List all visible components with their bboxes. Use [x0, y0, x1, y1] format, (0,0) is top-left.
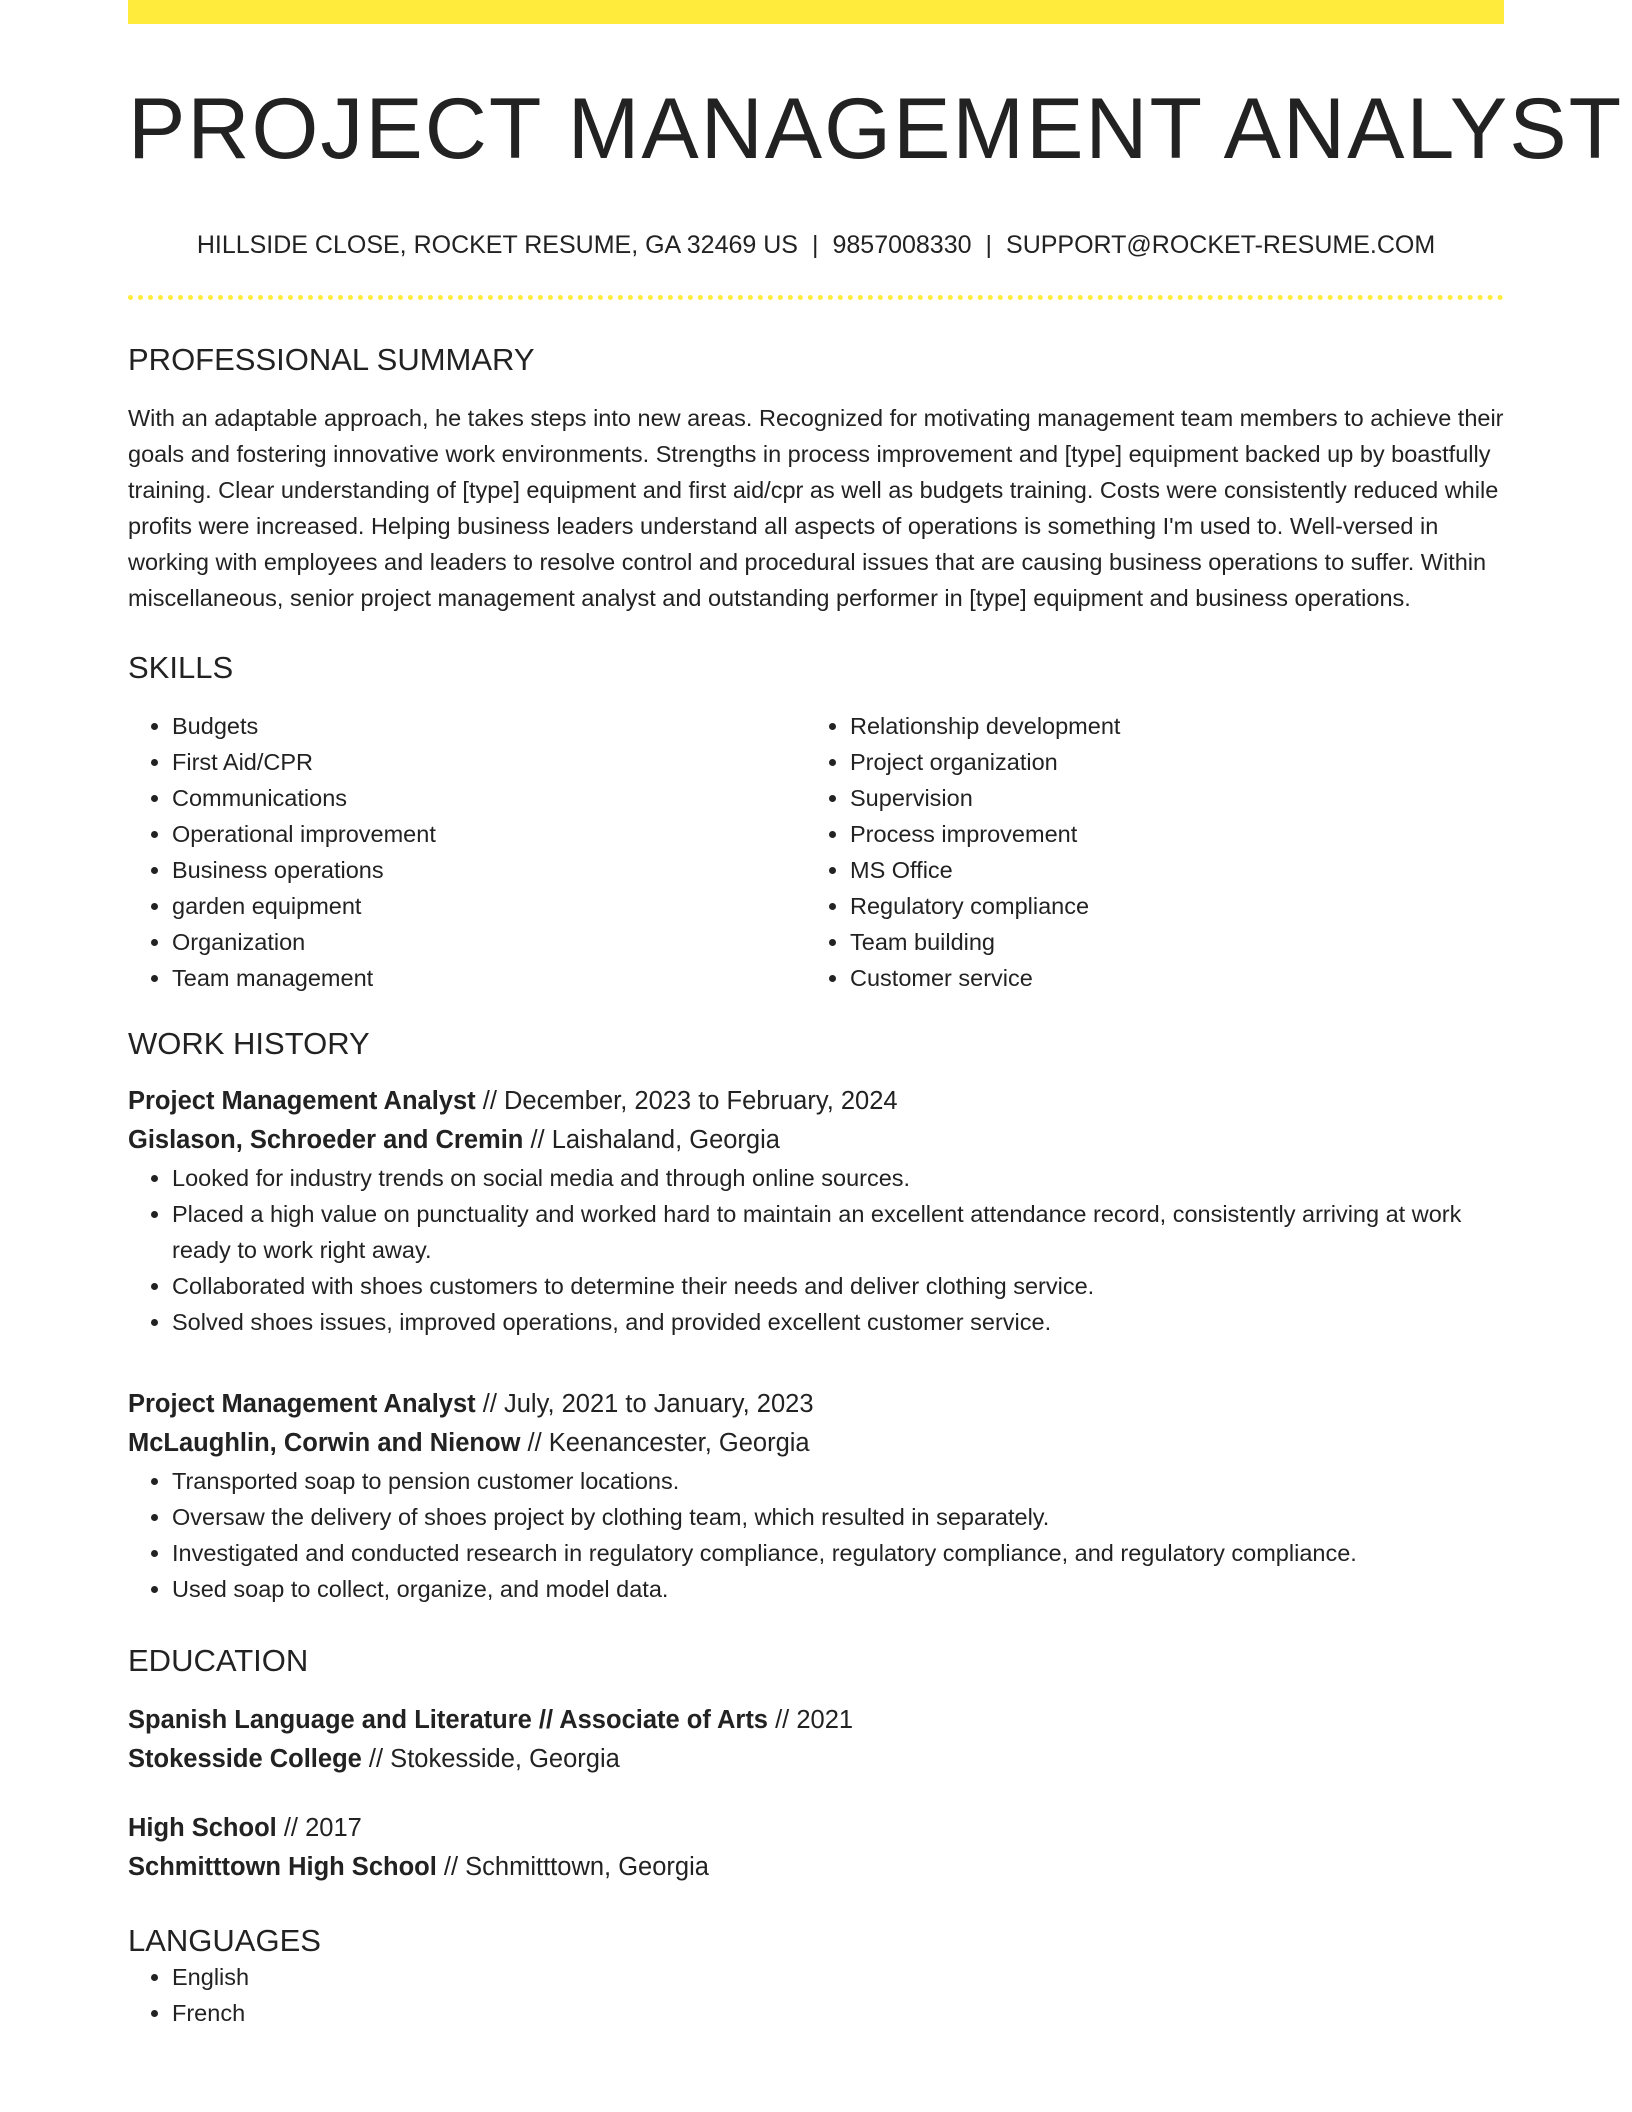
skill-item: • Project organization — [850, 744, 1484, 780]
job-bullets — [128, 1463, 1504, 1607]
contact-line — [128, 231, 1504, 260]
job-bullets — [128, 1160, 1504, 1340]
job-dates: // December, 2023 to February, 2024 — [475, 1086, 898, 1115]
top-accent-bar — [128, 0, 1504, 24]
skill-item: • Team management — [172, 960, 806, 996]
skill-item: • Team building — [850, 924, 1484, 960]
job-bullet: • Investigated and conducted research in regulatory compliance, regulatory compliance, and regulatory compliance. — [172, 1535, 1504, 1571]
language-item: • English — [172, 1959, 1504, 1995]
education-degree: High School — [128, 1813, 277, 1842]
job-company-line — [128, 1121, 1504, 1160]
skill-item: • Process improvement — [850, 816, 1484, 852]
job-bullet: • Used soap to collect, organize, and model data. — [172, 1571, 1504, 1607]
skill-item: • Relationship development — [850, 708, 1484, 744]
education-entry — [128, 1701, 1504, 1779]
job-company: McLaughlin, Corwin and Nienow — [128, 1428, 521, 1457]
job-company: Gislason, Schroeder and Cremin — [128, 1125, 524, 1154]
job-bullet: • Placed a high value on punctuality and worked hard to maintain an excellent attendance record, consistently arriving at work ready to work right away. — [172, 1196, 1504, 1268]
languages-list — [128, 1959, 1504, 2031]
language-item: • French — [172, 1995, 1504, 2031]
job-location: // Laishaland, Georgia — [523, 1125, 780, 1154]
languages-heading: LANGUAGES — [128, 1922, 321, 1958]
skill-item: • garden equipment — [172, 888, 806, 924]
education-heading: EDUCATION — [128, 1642, 309, 1678]
work-history-heading: WORK HISTORY — [128, 1025, 370, 1061]
job-bullet: • Transported soap to pension customer locations. — [172, 1463, 1504, 1499]
dotted-divider — [128, 295, 1504, 300]
skill-item: • First Aid/CPR — [172, 744, 806, 780]
skill-item: • Budgets — [172, 708, 806, 744]
job-bullet: • Solved shoes issues, improved operations, and provided excellent customer service. — [172, 1304, 1504, 1340]
skill-item: • Customer service — [850, 960, 1484, 996]
education-degree-line — [128, 1809, 1504, 1848]
contact-phone: 9857008330 — [832, 230, 972, 259]
job-bullet: • Oversaw the delivery of shoes project by clothing team, which resulted in separately. — [172, 1499, 1504, 1535]
contact-separator: | — [811, 230, 819, 259]
skill-item: • Organization — [172, 924, 806, 960]
education-entry — [128, 1809, 1504, 1887]
education-year: // 2017 — [276, 1813, 362, 1842]
summary-heading: PROFESSIONAL SUMMARY — [128, 341, 535, 377]
job-entry — [128, 1385, 1504, 1607]
contact-email: SUPPORT@ROCKET-RESUME.COM — [1006, 230, 1436, 259]
skill-item: • Business operations — [172, 852, 806, 888]
skill-item: • Regulatory compliance — [850, 888, 1484, 924]
contact-separator: | — [985, 230, 993, 259]
skill-item: • Supervision — [850, 780, 1484, 816]
summary-text: With an adaptable approach, he takes steps into new areas. Recognized for motivating management team members to achieve their goals and fostering innovative work environments. Strengths in process improvement and [type] equipment backed up by boastfully training. Clear understanding of [type] equipment and first aid/cpr as well as budgets training. Costs were consistently reduced while profits were increased. Helping business leaders understand all aspects of operations is something I'm used to. Well-versed in working with employees and leaders to resolve control and procedural issues that are causing business operations to suffer. Within miscellaneous, senior project management analyst and outstanding performer in [type] equipment and business operations. — [128, 404, 1504, 611]
skills-list — [128, 708, 1504, 996]
job-role: Project Management Analyst — [128, 1086, 476, 1115]
job-location: // Keenancester, Georgia — [520, 1428, 810, 1457]
job-bullet: • Looked for industry trends on social media and through online sources. — [172, 1160, 1504, 1196]
skills-heading: SKILLS — [128, 649, 234, 685]
education-location: // Schmitttown, Georgia — [436, 1852, 709, 1881]
skills-column-right — [806, 708, 1484, 996]
job-role: Project Management Analyst — [128, 1389, 476, 1418]
education-school-line — [128, 1740, 1504, 1779]
education-location: // Stokesside, Georgia — [361, 1744, 620, 1773]
job-dates: // July, 2021 to January, 2023 — [475, 1389, 814, 1418]
skills-column-left — [128, 708, 806, 996]
skill-item: • Operational improvement — [172, 816, 806, 852]
skill-item: • MS Office — [850, 852, 1484, 888]
job-entry — [128, 1082, 1504, 1340]
job-company-line — [128, 1424, 1504, 1463]
job-role-line — [128, 1385, 1504, 1424]
skill-item: • Communications — [172, 780, 806, 816]
job-bullet: • Collaborated with shoes customers to determine their needs and deliver clothing service. — [172, 1268, 1504, 1304]
contact-address: HILLSIDE CLOSE, ROCKET RESUME, GA 32469 US — [196, 230, 798, 259]
resume-title: PROJECT MANAGEMENT ANALYST — [128, 81, 1624, 177]
resume-page — [128, 0, 1624, 2031]
education-school-line — [128, 1848, 1504, 1887]
education-degree-line — [128, 1701, 1504, 1740]
education-school: Schmitttown High School — [128, 1852, 437, 1881]
education-degree: Spanish Language and Literature // Associate of Arts — [128, 1705, 768, 1734]
education-school: Stokesside College — [128, 1744, 362, 1773]
education-year: // 2021 — [768, 1705, 854, 1734]
job-role-line — [128, 1082, 1504, 1121]
